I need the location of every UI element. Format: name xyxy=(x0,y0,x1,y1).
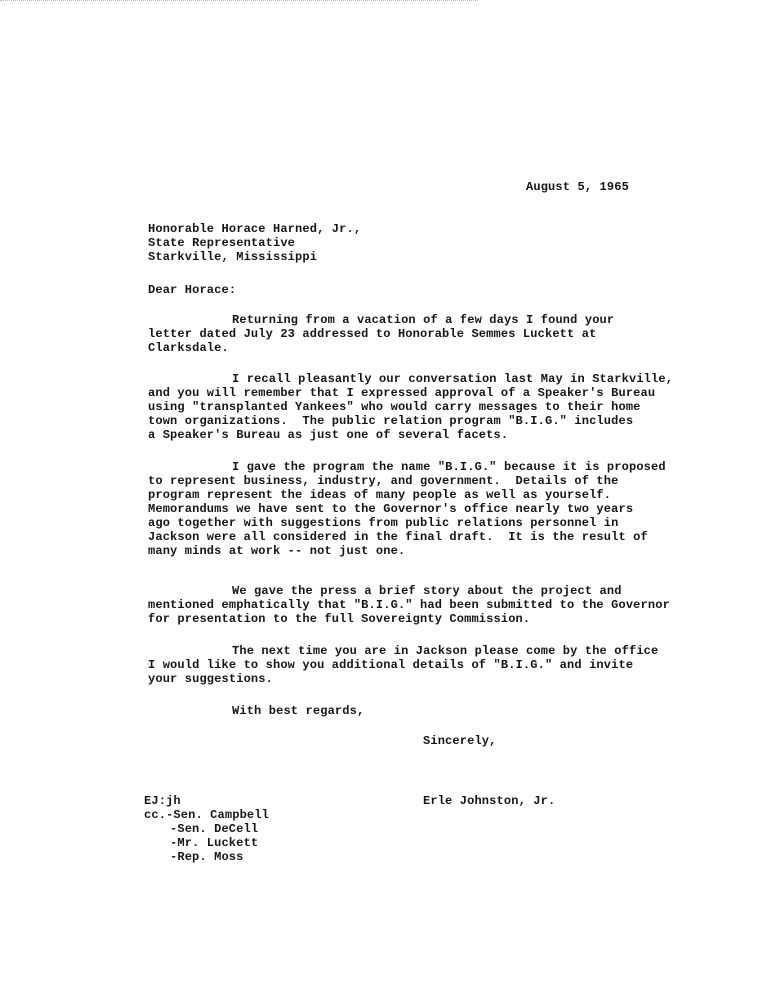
recipient-name: Honorable Horace Harned, Jr., xyxy=(148,222,362,236)
paragraph-3-line-3: program represent the ideas of many people as well as yourself. xyxy=(148,488,612,502)
paragraph-2-line-3: using "transplanted Yankees" who would carry messages to their home xyxy=(148,400,641,414)
paragraph-2-line-5: a Speaker's Bureau as just one of several facets. xyxy=(148,428,509,442)
recipient-title: State Representative xyxy=(148,236,296,250)
cc-recipient-2: -Sen. DeCell xyxy=(170,822,259,836)
paragraph-3-line-7: many minds at work -- not just one. xyxy=(148,544,406,558)
signature-name: Erle Johnston, Jr. xyxy=(423,794,556,808)
paragraph-1-line-1: Returning from a vacation of a few days I found your xyxy=(232,313,615,327)
paragraph-2-line-2: and you will remember that I expressed approval of a Speaker's Bureau xyxy=(148,386,656,400)
cc-recipient-1: cc.-Sen. Campbell xyxy=(144,808,269,822)
paragraph-3-line-4: Memorandums we have sent to the Governor's office nearly two years xyxy=(148,502,634,516)
paragraph-2-line-1: I recall pleasantly our conversation last May in Starkville, xyxy=(232,372,674,386)
top-edge-rule xyxy=(0,0,478,1)
paragraph-5-line-3: your suggestions. xyxy=(148,672,273,686)
paragraph-5-line-2: I would like to show you additional details of "B.I.G." and invite xyxy=(148,658,634,672)
typist-initials: EJ:jh xyxy=(144,794,181,808)
letter-date: August 5, 1965 xyxy=(526,180,629,194)
cc-recipient-3: -Mr. Luckett xyxy=(170,836,259,850)
salutation: Dear Horace: xyxy=(148,283,237,297)
paragraph-3-line-6: Jackson were all considered in the final draft. It is the result of xyxy=(148,530,648,544)
cc-recipient-4: -Rep. Moss xyxy=(170,850,244,864)
paragraph-4-line-2: mentioned emphatically that "B.I.G." had been submitted to the Governor xyxy=(148,598,670,612)
paragraph-1-line-2: letter dated July 23 addressed to Honorable Semmes Luckett at xyxy=(148,327,597,341)
paragraph-4-line-3: for presentation to the full Sovereignty Commission. xyxy=(148,612,531,626)
paragraph-2-line-4: town organizations. The public relation program "B.I.G." includes xyxy=(148,414,634,428)
recipient-location: Starkville, Mississippi xyxy=(148,250,318,264)
closing: With best regards, xyxy=(232,704,365,718)
paragraph-3-line-2: to represent business, industry, and government. Details of the xyxy=(148,474,619,488)
paragraph-5-line-1: The next time you are in Jackson please come by the office xyxy=(232,644,659,658)
signoff: Sincerely, xyxy=(423,734,497,748)
paragraph-3-line-1: I gave the program the name "B.I.G." because it is proposed xyxy=(232,460,666,474)
paragraph-3-line-5: ago together with suggestions from public relations personnel in xyxy=(148,516,619,530)
paragraph-4-line-1: We gave the press a brief story about the project and xyxy=(232,584,622,598)
paragraph-1-line-3: Clarksdale. xyxy=(148,341,229,355)
